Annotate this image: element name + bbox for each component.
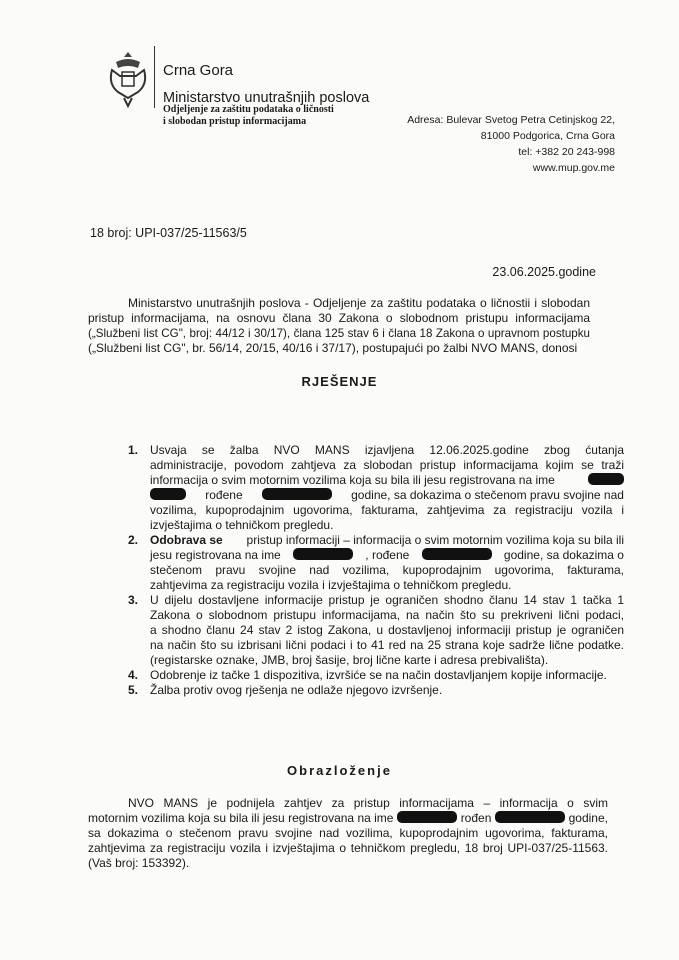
text-segment: motornim vozilima koja su bila ili jesu registrovana na ime — [88, 811, 394, 825]
redaction-block — [150, 488, 186, 500]
decision-items — [128, 443, 624, 698]
text-segment: informacija o svim motornim vozilima koja su bila ili jesu registrovana na ime — [150, 473, 555, 487]
intro-paragraph — [88, 296, 590, 356]
redaction-block — [262, 488, 332, 500]
address-block — [407, 112, 615, 176]
decision-item — [128, 683, 624, 698]
redaction-block — [397, 811, 457, 823]
text-line — [88, 841, 608, 856]
text-segment: godine, sa dokazima o stečenom pravu svojine nad — [351, 488, 624, 502]
text-line — [150, 443, 624, 458]
text-segment: jesu registrovana na ime — [150, 548, 281, 562]
redaction-block — [495, 811, 565, 823]
intro-line: Ministarstvo unutrašnjih poslova - Odjeljenje za zaštitu podataka o ličnostii i slobodan — [128, 296, 590, 310]
coat-of-arms-logo — [108, 48, 148, 110]
header-divider — [154, 46, 155, 108]
text-segment: Odobrenje iz tačke 1 dispozitiva, izvršiće se na način dostavljanjem kopije informacije. — [150, 668, 607, 682]
text-line — [88, 826, 608, 841]
department-name — [163, 104, 334, 128]
text-line — [88, 856, 608, 871]
ministry-name: Ministarstvo unutrašnjih poslova — [163, 90, 370, 106]
text-line — [150, 563, 624, 578]
text-line — [150, 653, 624, 668]
text-line — [88, 796, 608, 811]
intro-line: („Službeni list CG", broj: 44/12 i 30/17), člana 125 stav 6 i člana 18 Zakona o upravnom postupku — [88, 327, 590, 340]
country-name: Crna Gora — [163, 62, 234, 79]
text-line — [150, 638, 624, 653]
intro-line: („Službeni list CG", br. 56/14, 20/15, 40/16 i 37/17), postupajući po žalbi NVO MANS, donosi — [88, 341, 578, 355]
text-line — [150, 518, 624, 533]
text-line — [150, 548, 624, 563]
reasoning-title: Obrazloženje — [287, 763, 392, 778]
item-number: 3. — [128, 593, 139, 607]
text-segment: administracije, povodom zahtjeva za slobodan pristup informacijama kojim se traži — [150, 458, 624, 472]
reference-number: 18 broj: UPI-037/25-11563/5 — [90, 226, 247, 240]
text-segment: Žalba protiv ovog rješenja ne odlaže njegovo izvršenje. — [150, 683, 443, 697]
text-segment: vozilima, kupoprodajnim ugovorima, fakturama, zahtjevima za registraciju vozila i — [150, 503, 624, 517]
text-segment: godine, sa dokazima o — [503, 548, 624, 562]
text-line — [150, 683, 624, 698]
decision-title: RJEŠENJE — [301, 374, 378, 389]
item-number: 1. — [128, 443, 139, 457]
text-segment: , rođene — [365, 548, 410, 562]
decision-item — [128, 533, 624, 593]
text-segment: sa dokazima o stečenom pravu svojine nad vozilima, kupoprodajnim ugovorima, fakturama, — [88, 826, 608, 840]
text-segment: godine, — [568, 811, 608, 825]
text-segment: pristup informaciji – informacija o svim motornim vozilima koja su bila ili — [246, 533, 624, 547]
text-segment: zahtjevima za registraciju vozila i izvještajima o tehničkom pregledu, 18 broj UPI-037/25-11563. — [88, 841, 608, 855]
redaction-block — [588, 473, 624, 485]
text-segment: NVO MANS je podnijela zahtjev za pristup informacijama – informacija o svim — [128, 796, 608, 810]
text-line — [150, 623, 624, 638]
decision-item — [128, 443, 624, 533]
text-segment: Zakona o slobodnom pristupu informacijama, na način što su prekriveni lični podaci, — [150, 608, 624, 622]
text-segment: rođene — [205, 488, 243, 502]
intro-line: pristup informacijama, na osnovu člana 30 Zakona o slobodnom pristupu informacijama — [88, 311, 590, 325]
decision-item — [128, 593, 624, 668]
text-segment: a shodno članu 24 stav 2 istog Zakona, u dostavljenoj informaciji pristup je ograničen — [150, 623, 624, 637]
text-line — [150, 473, 624, 488]
text-segment: (Vaš broj: 153392). — [88, 856, 190, 870]
text-line — [150, 668, 624, 683]
department-line: i slobodan pristup informacijama — [163, 116, 307, 127]
website: www.mup.gov.me — [532, 162, 615, 174]
text-line — [150, 533, 624, 548]
text-segment: zahtjevima za registraciju vozila i izvještajima o tehničkom pregledu. — [150, 578, 512, 592]
item-number: 5. — [128, 683, 139, 697]
emphasis-text: Odobrava se — [150, 533, 223, 547]
text-line — [150, 458, 624, 473]
redaction-block — [293, 548, 353, 560]
address-line: Adresa: Bulevar Svetog Petra Cetinjskog 22, — [407, 114, 615, 126]
text-line — [88, 811, 608, 826]
text-segment: rođen — [460, 811, 492, 825]
text-line — [150, 608, 624, 623]
text-segment: U dijelu dostavljene informacije pristup je ograničen shodno članu 14 stav 1 tačka 1 — [150, 593, 624, 607]
text-segment: izvještajima o tehničkom pregledu. — [150, 518, 334, 532]
address-line: 81000 Podgorica, Crna Gora — [480, 130, 615, 142]
text-line — [150, 488, 624, 503]
department-line: Odjeljenje za zaštitu podataka o ličnosti — [163, 104, 334, 115]
text-segment: na način što su izbrisani lični podaci i to 41 red na 25 strana koje sadrže lične podatke. — [150, 638, 624, 652]
redaction-block — [422, 548, 492, 560]
reasoning-paragraph — [88, 796, 608, 871]
text-segment: stečenom pravu svojine nad vozilima, kupoprodajnim ugovorima, fakturama, — [150, 563, 624, 577]
item-number: 2. — [128, 533, 139, 547]
text-line — [150, 503, 624, 518]
item-number: 4. — [128, 668, 139, 682]
text-line — [150, 578, 624, 593]
decision-item — [128, 668, 624, 683]
address-line: tel: +382 20 243-998 — [518, 146, 615, 158]
document-date: 23.06.2025.godine — [492, 265, 596, 279]
text-line — [150, 593, 624, 608]
text-segment: (registarske oznake, JMB, broj šasije, broj lične karte i adresa prebivališta). — [150, 653, 549, 667]
text-segment: Usvaja se žalba NVO MANS izjavljena 12.06.2025.godine zbog ćutanja — [150, 443, 624, 457]
